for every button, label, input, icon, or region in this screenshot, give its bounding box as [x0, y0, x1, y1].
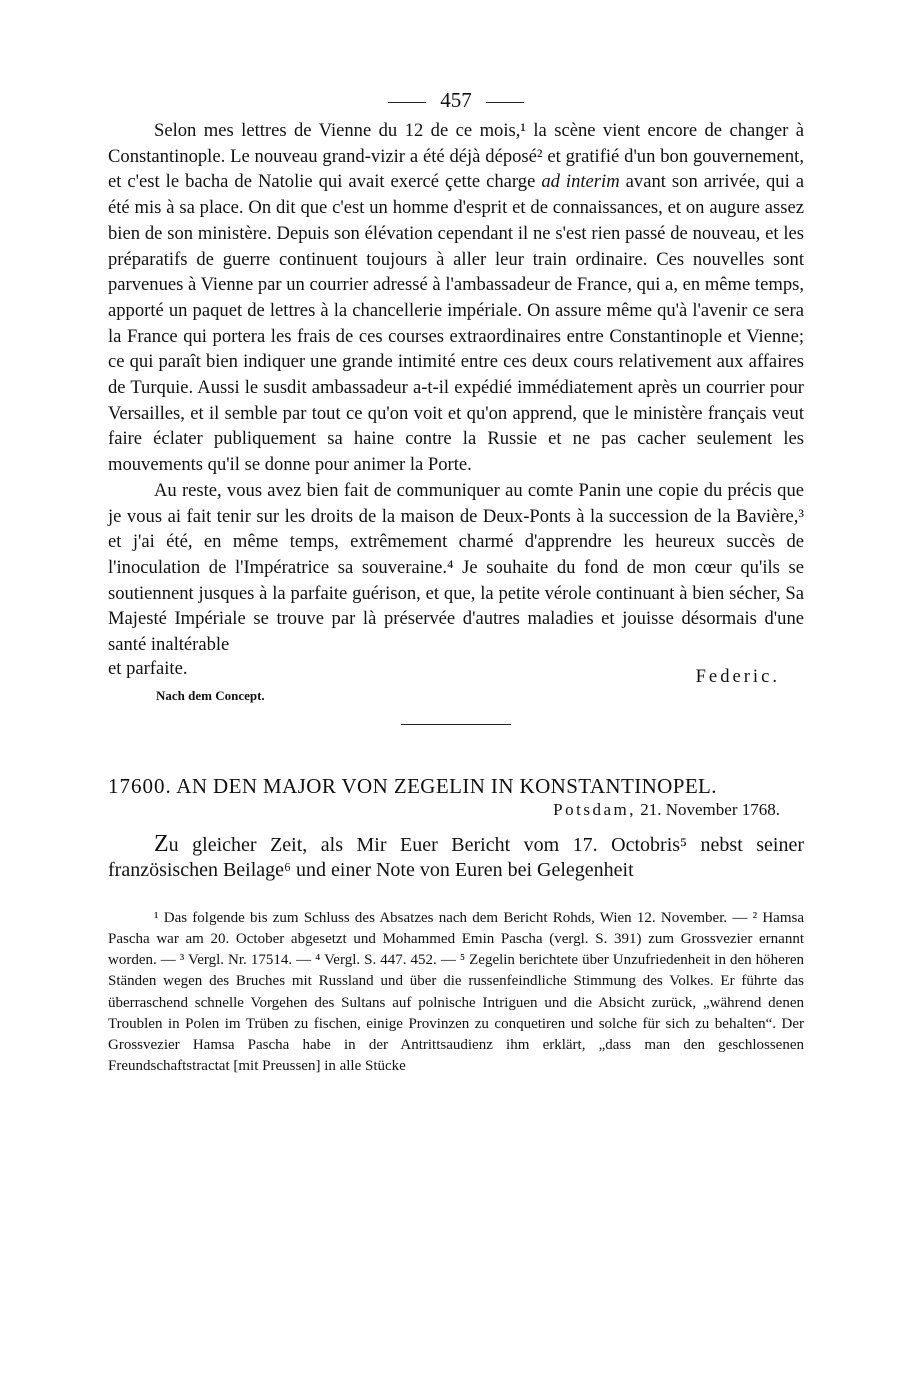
- footnotes: [108, 908, 804, 1078]
- letter-paragraph-2-tail: et parfaite.: [108, 657, 188, 679]
- document-heading: [108, 774, 804, 800]
- page-number: 457: [440, 88, 472, 112]
- document-title: AN DEN MAJOR VON ZEGELIN IN KONSTANTINOPEL.: [176, 773, 717, 798]
- body-initial: Z: [154, 830, 169, 857]
- place-date: [108, 800, 780, 824]
- body-text: u gleicher Zeit, als Mir Euer Bericht vom 17. Octobris⁵ nebst seiner französischen Beilage⁶ und einer Note von Euren bei Gelegenheit: [108, 833, 804, 881]
- letter-paragraph-1-part-b: avant son arrivée, qui a été mis à sa place. On dit que c'est un homme d'esprit et de connaissances, et on augure assez bien de son ministère. Depuis son élévation cependant il ne s'est rien passé de nouveau, et les préparatifs de guerre continuent toujours à aller leur train ordinaire. Ces nouvelles sont parvenues à Vienne par un courrier adressé à l'ambassadeur de France, qui a, en même temps, apporté un paquet de lettres à la chancellerie impériale. On assure même qu'à l'avenir ce sera la France qui portera les frais de ces courses extraordinaires entre Constantinople et Vienne; ce qui paraît bien indiquer une grande intimité entre ces deux cours relativement aux affaires de Turquie. Aussi le susdit ambassadeur a-t-il expédié immédiatement après un courrier pour Versailles, et il semble par tout ce qu'on voit et qu'on apprend, que le ministère français veut faire éclater publiquement sa haine contre la Russie et ne pas cacher seulement les mouvements qu'il se donne pour animer la Porte.: [108, 171, 804, 476]
- footnotes-text: ¹ Das folgende bis zum Schluss des Absatzes nach dem Bericht Rohds, Wien 12. November. — ² Hamsa Pascha war am 20. October abgesetzt und Mohammed Emin Pascha (vergl. S. 391) zum Grossvezier ernannt worden. — ³ Vergl. Nr. 17514. — ⁴ Vergl. S. 447. 452. — ⁵ Zegelin berichtete über Unzufriedenheit in den höheren Ständen wegen des Bruches mit Russland und über die russenfeindliche Stimmung des Volkes. Er führte das überraschend schnelle Vorgehen des Sultans auf polnische Intriguen und die Absicht zurück, „während denen Troublen in Polen im Trüben zu fischen, einige Provinzen zu conquetiren und solche für sich zu behalten“. Der Grossvezier Hamsa Pascha habe in der Antrittsaudienz ihm erklärt, „dass man den geschlossenen Freundschaftstractat [mit Preussen] in alle Stücke: [108, 909, 804, 1075]
- letter-paragraph-1: [108, 118, 804, 478]
- place: Potsdam,: [553, 799, 636, 819]
- signature: Federic.: [695, 665, 780, 687]
- section-divider: [401, 724, 511, 725]
- closing-line: [108, 657, 804, 687]
- source-note: Nach dem Concept.: [156, 687, 265, 703]
- document-body: [108, 832, 804, 883]
- latin-phrase: ad interim: [541, 171, 620, 193]
- letter-paragraph-1-part-a: Selon mes lettres de Vienne du 12 de ce mois,¹ la scène vient encore de changer à Constantinople. Le nouveau grand-vizir a été déjà déposé² et gratifié d'un bon gouvernement, et c'est le bacha de Natolie qui avait exercé çette charge: [108, 120, 804, 193]
- document-page: [108, 88, 804, 1077]
- header-dash-right: [486, 102, 524, 103]
- document-number: 17600.: [108, 773, 172, 798]
- header-dash-left: [388, 102, 426, 103]
- date: 21. November 1768.: [640, 799, 780, 819]
- page-header: [108, 88, 804, 118]
- letter-paragraph-2: Au reste, vous avez bien fait de communiquer au comte Panin une copie du précis que je vous ai fait tenir sur les droits de la maison de Deux-Ponts à la succession de la Bavière,³ et j'ai été, en même temps, extrêmement charmé d'apprendre les heureux succès de l'inoculation de l'Impératrice sa souveraine.⁴ Je souhaite du fond de mon cœur qu'ils se soutiennent jusques à la parfaite guérison, et que, la petite vérole continuant à bien sécher, Sa Majesté Impériale se trouve par là préservée d'autres maladies et jouisse désormais d'une santé inaltérable: [108, 479, 804, 656]
